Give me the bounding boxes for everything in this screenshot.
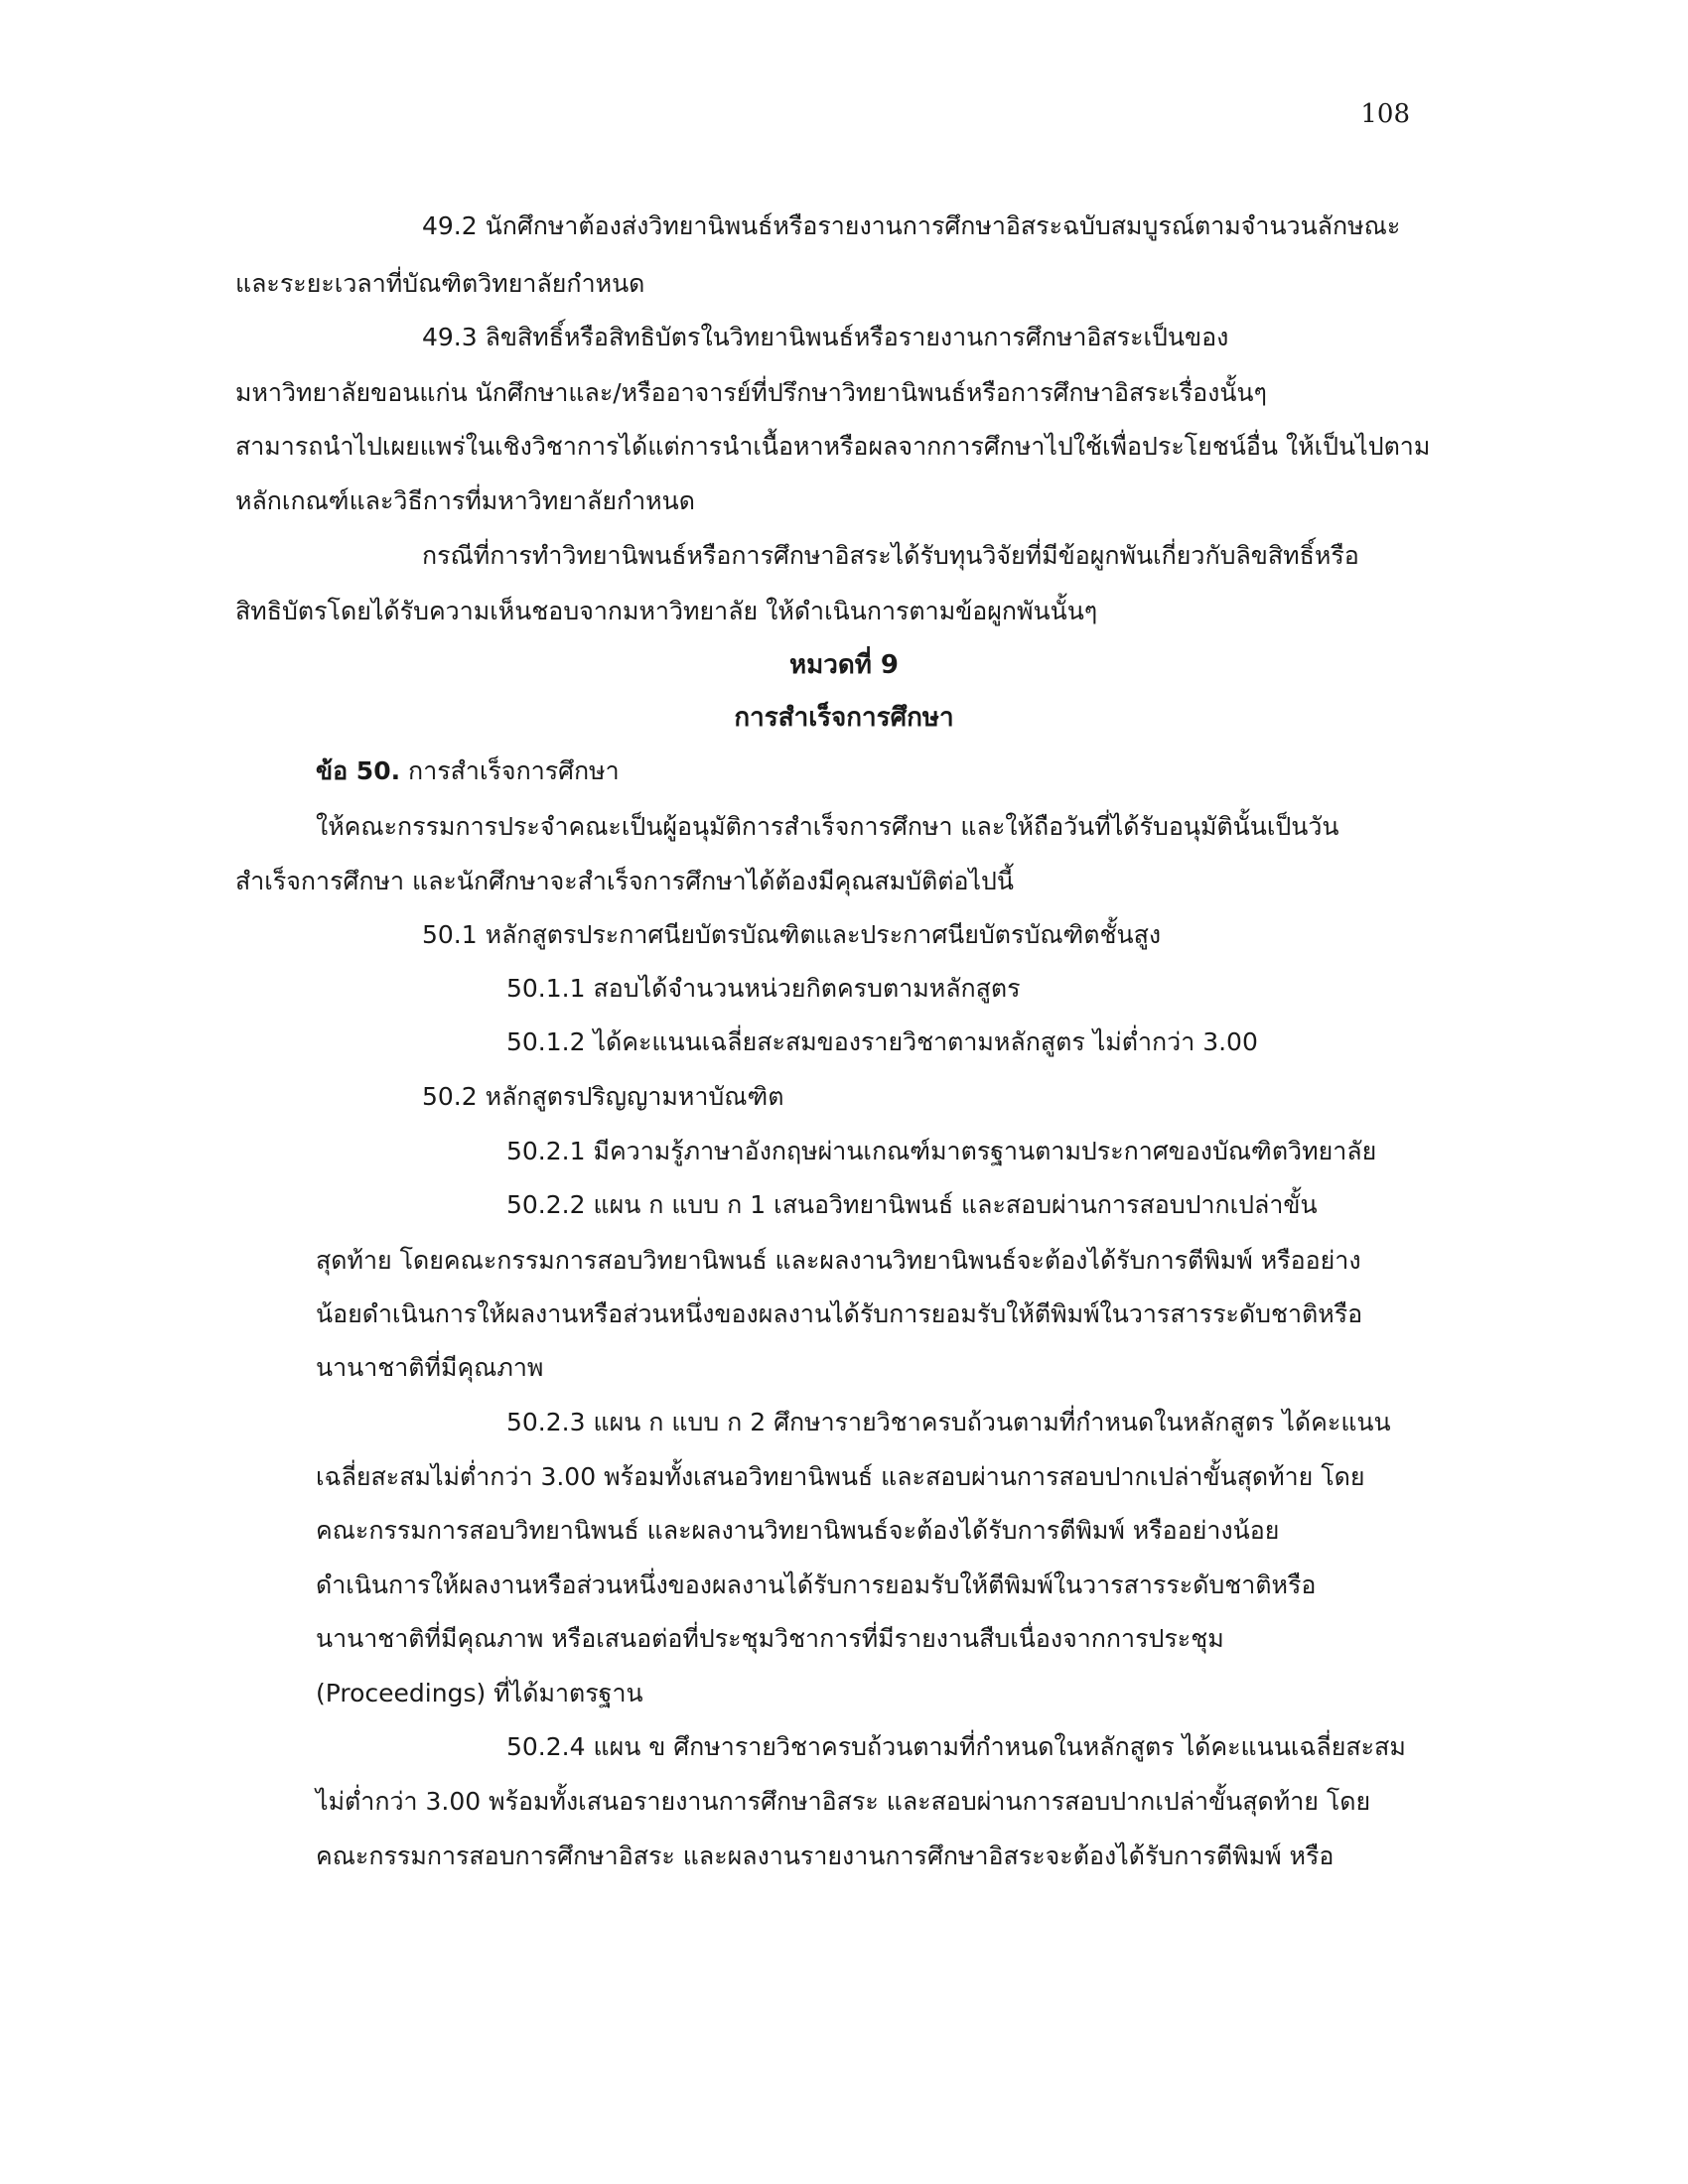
paragraph-line: 50.2 หลักสูตรปริญญามหาบัณฑิต <box>422 1082 784 1111</box>
paragraph-line: ดำเนินการให้ผลงานหรือส่วนหนึ่งของผลงานได้รับการยอมรับให้ตีพิมพ์ในวารสารระดับชาติหรือ <box>316 1570 1317 1599</box>
paragraph-line: (Proceedings) ที่ได้มาตรฐาน <box>316 1679 643 1707</box>
paragraph-line: 50.1.1 สอบได้จำนวนหน่วยกิตครบตามหลักสูตร <box>506 974 1021 1003</box>
paragraph-line: มหาวิทยาลัยขอนแก่น นักศึกษาและ/หรืออาจารย์ที่ปรึกษาวิทยานิพนธ์หรือการศึกษาอิสระเรื่องนั้นๆ <box>235 378 1267 407</box>
chapter-title: การสำเร็จการศึกษา <box>734 703 954 733</box>
article-heading <box>316 751 620 791</box>
paragraph-line: 49.2 นักศึกษาต้องส่งวิทยานิพนธ์หรือรายงานการศึกษาอิสระฉบับสมบูรณ์ตามจำนวนลักษณะ <box>422 211 1401 240</box>
paragraph-line: 49.3 ลิขสิทธิ์หรือสิทธิบัตรในวิทยานิพนธ์หรือรายงานการศึกษาอิสระเป็นของ <box>422 323 1229 351</box>
chapter-number: หมวดที่ 9 <box>788 650 900 680</box>
article-label: ข้อ 50. <box>316 756 401 785</box>
paragraph-line: ให้คณะกรรมการประจำคณะเป็นผู้อนุมัติการสำเร็จการศึกษา และให้ถือวันที่ได้รับอนุมัตินั้นเป็นวัน <box>316 812 1339 841</box>
paragraph-line: กรณีที่การทำวิทยานิพนธ์หรือการศึกษาอิสระได้รับทุนวิจัยที่มีข้อผูกพันเกี่ยวกับลิขสิทธิ์หรือ <box>422 541 1359 570</box>
paragraph-line: นานาชาติที่มีคุณภาพ หรือเสนอต่อที่ประชุมวิชาการที่มีรายงานสืบเนื่องจากการประชุม <box>316 1624 1224 1653</box>
paragraph-line: สุดท้าย โดยคณะกรรมการสอบวิทยานิพนธ์ และผลงานวิทยานิพนธ์จะต้องได้รับการตีพิมพ์ หรืออย่าง <box>316 1246 1361 1275</box>
paragraph-line: 50.2.4 แผน ข ศึกษารายวิชาครบถ้วนตามที่กำหนดในหลักสูตร ได้คะแนนเฉลี่ยสะสม <box>506 1732 1406 1761</box>
paragraph-line: คณะกรรมการสอบวิทยานิพนธ์ และผลงานวิทยานิพนธ์จะต้องได้รับการตีพิมพ์ หรืออย่างน้อย <box>316 1516 1280 1545</box>
paragraph-line: หลักเกณฑ์และวิธีการที่มหาวิทยาลัยกำหนด <box>235 486 695 515</box>
paragraph-line: 50.2.3 แผน ก แบบ ก 2 ศึกษารายวิชาครบถ้วนตามที่กำหนดในหลักสูตร ได้คะแนน <box>506 1408 1391 1436</box>
paragraph-line: เฉลี่ยสะสมไม่ต่ำกว่า 3.00 พร้อมทั้งเสนอวิทยานิพนธ์ และสอบผ่านการสอบปากเปล่าขั้นสุดท้าย โดย <box>316 1462 1365 1491</box>
paragraph-line: 50.1.2 ได้คะแนนเฉลี่ยสะสมของรายวิชาตามหลักสูตร ไม่ต่ำกว่า 3.00 <box>506 1027 1258 1056</box>
paragraph-line: สิทธิบัตรโดยได้รับความเห็นชอบจากมหาวิทยาลัย ให้ดำเนินการตามข้อผูกพันนั้นๆ <box>235 597 1098 625</box>
paragraph-line: คณะกรรมการสอบการศึกษาอิสระ และผลงานรายงานการศึกษาอิสระจะต้องได้รับการตีพิมพ์ หรือ <box>316 1842 1335 1870</box>
paragraph-line: 50.2.1 มีความรู้ภาษาอังกฤษผ่านเกณฑ์มาตรฐานตามประกาศของบัณฑิตวิทยาลัย <box>506 1137 1377 1165</box>
paragraph-line: สามารถนำไปเผยแพร่ในเชิงวิชาการได้แต่การนำเนื้อหาหรือผลจากการศึกษาไปใช้เพื่อประโยชน์อื่น ให้เป็นไปตาม <box>235 432 1431 461</box>
page-number: 108 <box>1360 99 1410 129</box>
paragraph-line: น้อยดำเนินการให้ผลงานหรือส่วนหนึ่งของผลงานได้รับการยอมรับให้ตีพิมพ์ในวารสารระดับชาติหรือ <box>316 1299 1363 1328</box>
paragraph-line: สำเร็จการศึกษา และนักศึกษาจะสำเร็จการศึกษาได้ต้องมีคุณสมบัติต่อไปนี้ <box>235 867 1015 895</box>
paragraph-line: นานาชาติที่มีคุณภาพ <box>316 1353 544 1382</box>
paragraph-line: 50.2.2 แผน ก แบบ ก 1 เสนอวิทยานิพนธ์ และสอบผ่านการสอบปากเปล่าขั้น <box>506 1190 1318 1219</box>
article-title: การสำเร็จการศึกษา <box>400 756 620 785</box>
paragraph-line: และระยะเวลาที่บัณฑิตวิทยาลัยกำหนด <box>235 269 645 298</box>
paragraph-line: 50.1 หลักสูตรประกาศนียบัตรบัณฑิตและประกาศนียบัตรบัณฑิตชั้นสูง <box>422 920 1162 949</box>
paragraph-line: ไม่ต่ำกว่า 3.00 พร้อมทั้งเสนอรายงานการศึกษาอิสระ และสอบผ่านการสอบปากเปล่าขั้นสุดท้าย โดย <box>316 1787 1371 1816</box>
